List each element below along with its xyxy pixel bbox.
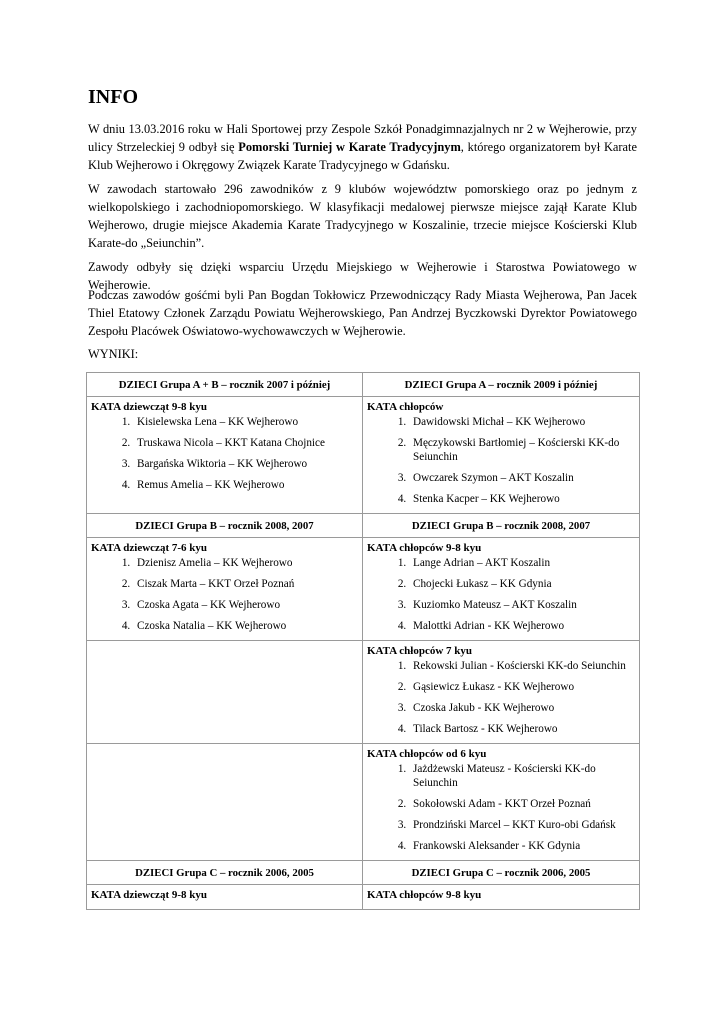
category-title: KATA chłopców od 6 kyu <box>367 748 487 760</box>
table-row <box>87 885 640 910</box>
table-row <box>87 641 640 744</box>
category-title: KATA dziewcząt 7-6 kyu <box>91 542 207 554</box>
list-item: 1. Lange Adrian – AKT Koszalin <box>409 556 639 570</box>
list-item: 2. Chojecki Łukasz – KK Gdynia <box>409 577 639 591</box>
category-title: KATA dziewcząt 9-8 kyu <box>91 889 207 901</box>
list-item: 3. Prondziński Marcel – KKT Kuro-obi Gdańsk <box>409 818 639 832</box>
intro-text-end: , którego organizatorem był Karate Klub Wejherowo i Okręgowy Związek Karate Tradycyjnego w Gdańsku. <box>88 140 637 172</box>
list-item: 3. Czoska Jakub - KK Wejherowo <box>409 701 639 715</box>
results-label: WYNIKI: <box>88 347 139 361</box>
ranking-list <box>363 556 639 633</box>
table-header-row <box>87 514 640 538</box>
results-cell <box>87 397 363 514</box>
category-title: KATA chłopców 9-8 kyu <box>367 542 482 554</box>
intro-text-start: W dniu 13.03.2016 roku w Hali Sportowej przy Zespole Szkół Ponadgimnazjalnych nr 2 w Wejherowie, przy ulicy Strzeleckiej 9 odbył się <box>88 122 637 154</box>
ranking-list <box>363 762 639 853</box>
list-item: 1. Dzienisz Amelia – KK Wejherowo <box>133 556 362 570</box>
list-item: 2. Ciszak Marta – KKT Orzeł Poznań <box>133 577 362 591</box>
empty-cell <box>87 744 363 861</box>
category-title: KATA chłopców 9-8 kyu <box>367 889 482 901</box>
guests-paragraph: Podczas zawodów gośćmi byli Pan Bogdan Tokłowicz Przewodniczący Rady Miasta Wejherowa, Pan Jacek Thiel Etatowy Członek Zarządu Powiatu Wejherowskiego, Pan Andrzej Byczkowski Dyrektor Powiatowego Zespołu Placówek Oświatowo-wychowawczych w Wejherowie. <box>88 288 637 338</box>
list-item: 2. Truskawa Nicola – KKT Katana Chojnice <box>133 436 362 450</box>
sponsors-paragraph: Zawody odbyły się dzięki wsparciu Urzędu Miejskiego w Wejherowie i Starostwa Powiatowego w Wejherowie. <box>88 260 637 292</box>
category-title: KATA chłopców 7 kyu <box>367 645 473 657</box>
ranking-list <box>87 556 362 633</box>
table-row <box>87 397 640 514</box>
list-item: 3. Owczarek Szymon – AKT Koszalin <box>409 471 639 485</box>
ranking-list <box>363 659 639 736</box>
group-header: DZIECI Grupa C – rocznik 2006, 2005 <box>87 861 363 885</box>
page-title: INFO <box>88 86 138 108</box>
results-cell <box>87 538 363 641</box>
list-item: 2. Męczykowski Bartłomiej – Kościerski KK-do Seiunchin <box>409 436 639 464</box>
results-cell <box>87 885 363 910</box>
results-cell <box>363 397 640 514</box>
tournament-name: Pomorski Turniej w Karate Tradycyjnym <box>238 140 461 154</box>
empty-cell <box>87 641 363 744</box>
list-item: 4. Frankowski Aleksander - KK Gdynia <box>409 839 639 853</box>
ranking-list <box>363 415 639 506</box>
list-item: 4. Remus Amelia – KK Wejherowo <box>133 478 362 492</box>
list-item: 2. Sokołowski Adam - KKT Orzeł Poznań <box>409 797 639 811</box>
list-item: 1. Dawidowski Michał – KK Wejherowo <box>409 415 639 429</box>
list-item: 3. Czoska Agata – KK Wejherowo <box>133 598 362 612</box>
group-header: DZIECI Grupa A – rocznik 2009 i później <box>363 373 640 397</box>
group-header: DZIECI Grupa B – rocznik 2008, 2007 <box>87 514 363 538</box>
results-cell <box>363 641 640 744</box>
intro-paragraph <box>88 120 637 174</box>
results-table <box>86 372 640 910</box>
table-header-row <box>87 373 640 397</box>
results-cell <box>363 538 640 641</box>
list-item: 4. Tilack Bartosz - KK Wejherowo <box>409 722 639 736</box>
group-header: DZIECI Grupa A + B – rocznik 2007 i później <box>87 373 363 397</box>
category-title: KATA dziewcząt 9-8 kyu <box>91 401 207 413</box>
table-header-row <box>87 861 640 885</box>
list-item: 1. Jażdżewski Mateusz - Kościerski KK-do Seiunchin <box>409 762 639 790</box>
list-item: 4. Czoska Natalia – KK Wejherowo <box>133 619 362 633</box>
category-title: KATA chłopców <box>367 401 444 413</box>
list-item: 3. Kuziomko Mateusz – AKT Koszalin <box>409 598 639 612</box>
list-item: 3. Bargańska Wiktoria – KK Wejherowo <box>133 457 362 471</box>
list-item: 1. Kisielewska Lena – KK Wejherowo <box>133 415 362 429</box>
list-item: 4. Stenka Kacper – KK Wejherowo <box>409 492 639 506</box>
table-row <box>87 538 640 641</box>
participants-paragraph: W zawodach startowało 296 zawodników z 9 klubów województw pomorskiego oraz po jednym z wielkopolskiego i zachodniopomorskiego. W klasyfikacji medalowej pierwsze miejsce zajął Karate Klub Wejherowo, drugie miejsce Akademia Karate Tradycyjnego w Koszalinie, trzecie miejsce Kościerski Klub Karate-do „Seiunchin”. <box>88 182 637 250</box>
list-item: 4. Malottki Adrian - KK Wejherowo <box>409 619 639 633</box>
group-header: DZIECI Grupa C – rocznik 2006, 2005 <box>363 861 640 885</box>
ranking-list <box>87 415 362 492</box>
table-row <box>87 744 640 861</box>
list-item: 1. Rekowski Julian - Kościerski KK-do Seiunchin <box>409 659 639 673</box>
list-item: 2. Gąsiewicz Łukasz - KK Wejherowo <box>409 680 639 694</box>
group-header: DZIECI Grupa B – rocznik 2008, 2007 <box>363 514 640 538</box>
results-cell <box>363 885 640 910</box>
results-cell <box>363 744 640 861</box>
